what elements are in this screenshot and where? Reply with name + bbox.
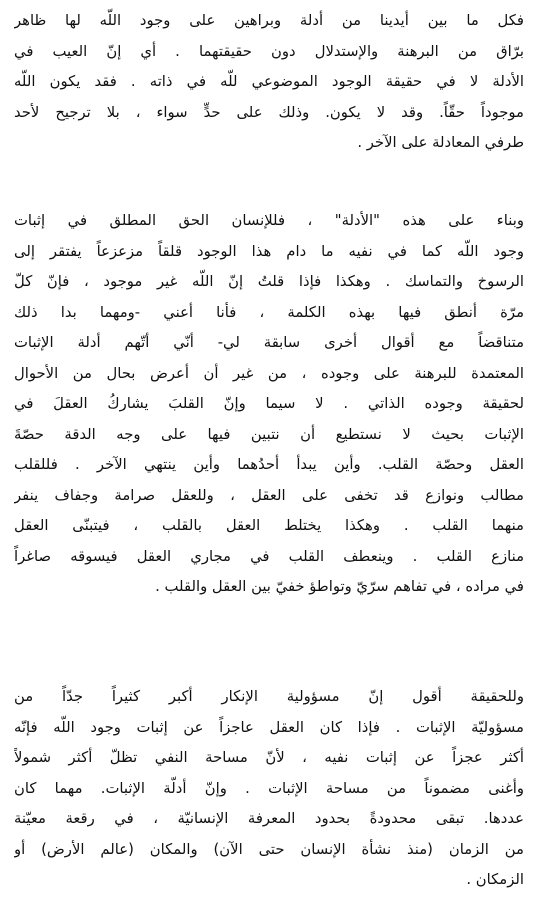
- text-line: مسؤوليّة الإثبات . فإذا كان العقل عاجزاً عن إثبات وجود اللّه فإنّه: [14, 718, 524, 736]
- text-line: الإثبات بحيث لا نستطيع أن نتبين فيها على وجه الدقة حصّةَ: [14, 425, 524, 443]
- text-line: لحقيقة وجوده الذاتي . لا سيما وإنّ القلبَ يشاركُ العقلَ في: [14, 395, 524, 412]
- text-line: من الزمان (منذ نشأة الإنسان حتى الآن) والمكان (عالم الأرض) أو: [14, 840, 524, 858]
- text-line: منازع القلب . وينعطف القلب في مجاري العقل فيسوقه صاغراً: [14, 547, 524, 565]
- text-line: الأدلة لا في حقيقة الوجود الموضوعي للّه في ذاته . فقد يكون اللّه: [14, 73, 524, 90]
- text-line: وبناء على هذه "الأدلة" ، فللإنسان الحق المطلق في إثبات: [14, 212, 524, 229]
- text-line: العقل وحصّة القلب. وأين يبدأ أحدُهما وأين ينتهي الآخر . فللقلب: [14, 456, 524, 473]
- text-line: مطالب ونوازع قد تخفى على العقل ، وللعقل صرامة وجفاف ينفر: [14, 486, 524, 504]
- paragraph-3: [14, 682, 524, 896]
- text-line: الزمكان .: [466, 871, 524, 888]
- text-line: منهما القلب . وهكذا يختلط العقل بالقلب ، فيتبنّى العقل: [14, 517, 524, 534]
- paragraph-1: [14, 6, 524, 159]
- paragraph-2: [14, 206, 524, 603]
- text-line: أكثر عجزاً عن إثبات نفيه ، لأنّ مساحة النفي تظلّ أكثر شمولاً: [14, 749, 524, 766]
- text-line: متناقضاً مع أقوال أخرى سابقة لي- أنّي أتّهم أدلة الإثبات: [14, 334, 524, 351]
- text-line: فكل ما بين أيدينا من أدلة وبراهين على وجود اللّه لها ظاهر: [14, 12, 524, 29]
- text-line: موجوداً حقّاً. وقد لا يكون. وذلك على حدٍّ سواء ، بلا ترجيح لأحد: [14, 103, 524, 121]
- text-line: برّاق من البرهنة والإستدلال دون حقيقتهما . أي إنّ العيب في: [14, 42, 524, 60]
- text-line: وأغنى مضموناً من مساحة الإثبات . وإنّ أدلّة الإثبات. مهما كان: [14, 779, 524, 797]
- text-line: الرسوخ والتماسك . وهكذا فإذا قلتُ إنّ اللّه غير موجود ، فإنّ كلّ: [14, 273, 524, 290]
- text-line: وللحقيقة أقول إنّ مسؤولية الإنكار أكبر كثيراً جدّاً من: [14, 688, 524, 705]
- text-line: المعتمدة للبرهنة على وجوده ، من غير أن أعرض بحال من الأحوال: [14, 364, 524, 382]
- text-line: وجود اللّه كما في نفيه ما دام هذا الوجود قلقاً مزعزعاً يفتقر إلى: [14, 242, 524, 260]
- text-line: عددها. تبقى محدودةً بحدود المعرفة الإنسانيّة ، في رقعة معيّنة: [14, 810, 524, 827]
- text-line: في مراده ، في تفاهم سرّيّ وتواطؤ خفيّ بين العقل والقلب .: [155, 578, 524, 595]
- text-line: مرّة أنطق فيها بهذه الكلمة ، فأنا أعني -ومهما بدا ذلك: [14, 303, 524, 321]
- text-line: طرفي المعادلة على الآخر .: [357, 134, 524, 151]
